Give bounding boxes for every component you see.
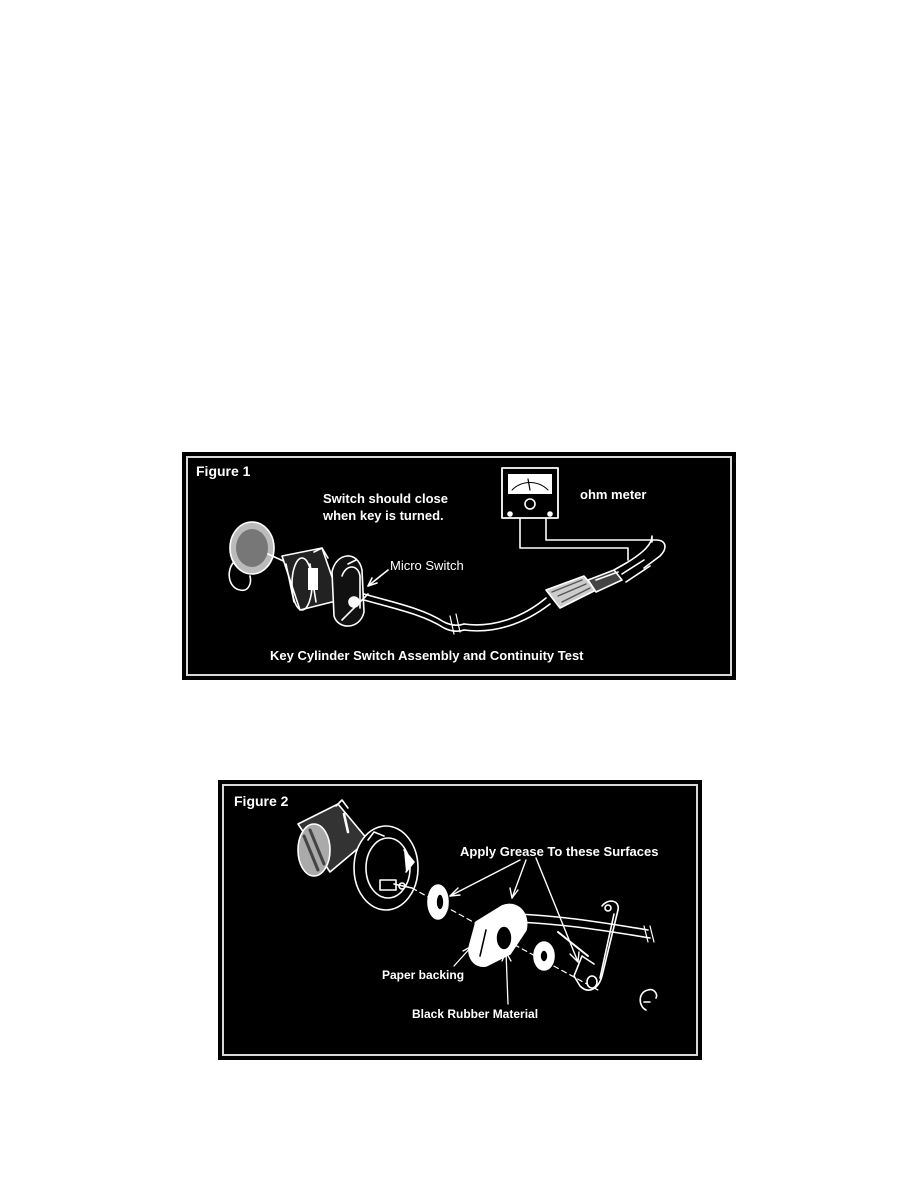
- ohm-meter-icon: [502, 468, 558, 518]
- paper-backing-label: Paper backing: [382, 968, 465, 982]
- figure-2-title: Figure 2: [234, 793, 289, 809]
- switch-note-line-2: when key is turned.: [323, 508, 444, 523]
- micro-switch-lever-icon: [558, 901, 618, 990]
- cable-left: [364, 594, 464, 625]
- key-cylinder-icon: [282, 548, 340, 610]
- washer-icon: [534, 942, 554, 970]
- gasket-disc-icon: [428, 885, 448, 919]
- meter-lead-a: [520, 514, 628, 560]
- ohm-meter-label: ohm meter: [580, 487, 647, 502]
- figure-1: [182, 452, 736, 680]
- cable-right: [464, 598, 546, 625]
- key-icon: [229, 522, 290, 590]
- micro-switch-icon: [332, 556, 368, 626]
- micro-switch-arrow: [368, 570, 388, 586]
- micro-switch-label: Micro Switch: [390, 558, 464, 573]
- figure-1-title: Figure 1: [196, 463, 251, 479]
- e-clip-icon: [640, 990, 656, 1010]
- switch-note-line-1: Switch should close: [323, 491, 448, 506]
- figure-2: [218, 780, 702, 1060]
- rubber-arrow: [506, 952, 508, 1004]
- apply-grease-label: Apply Grease To these Surfaces: [460, 844, 659, 859]
- figure-1-caption: Key Cylinder Switch Assembly and Continuity Test: [270, 648, 584, 663]
- cylinder-flange-icon: [354, 826, 418, 910]
- connector-icon: [546, 570, 622, 608]
- black-rubber-label: Black Rubber Material: [412, 1007, 539, 1021]
